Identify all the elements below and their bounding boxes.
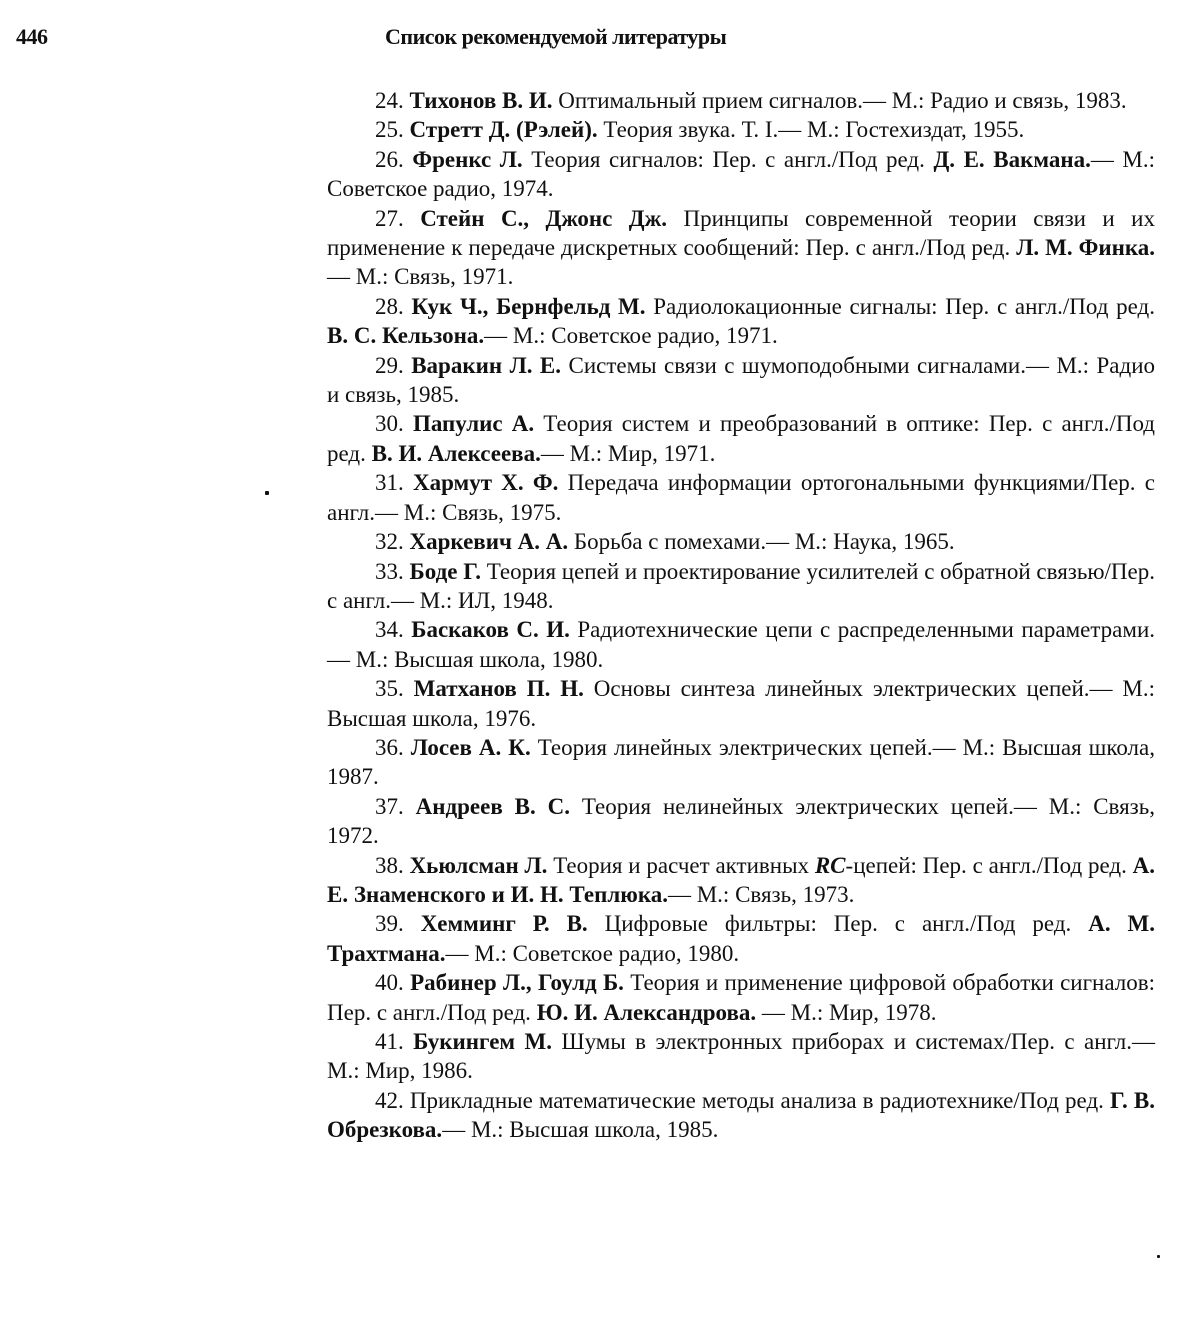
reference-number: 26.: [375, 146, 404, 172]
reference-author: Кук Ч., Бернфельд М.: [411, 293, 646, 319]
reference-item: [327, 204, 1155, 292]
reference-author: Лосев А. К.: [410, 734, 531, 760]
reference-title: Теория звука. Т. I.— М.: Гостехиздат, 1955.: [597, 117, 1025, 143]
reference-item: [327, 557, 1155, 616]
reference-title: Основы синтеза линейных электрических цепей.— М.: Высшая школа, 1976.: [327, 676, 1156, 731]
reference-number: 24.: [375, 88, 404, 113]
reference-title: Шумы в электронных приборах и системах/Пер. с англ.— М.: Мир, 1986.: [327, 1029, 1156, 1084]
reference-item: [327, 115, 1155, 144]
reference-title-cont: -цепей: Пер. с англ./Под ред.: [845, 852, 1133, 878]
reference-author: Стретт Д. (Рэлей).: [409, 117, 598, 143]
reference-author: Матханов П. Н.: [413, 676, 584, 702]
reference-publisher: — М.: Советское радио, 1980.: [445, 940, 740, 966]
reference-title: Оптимальный прием сигналов.— М.: Радио и связь, 1983.: [552, 88, 1127, 113]
reference-title: Борьба с помехами.— М.: Наука, 1965.: [568, 529, 955, 555]
reference-title: Теория линейных электрических цепей.— М.: Высшая школа, 1987.: [327, 734, 1155, 790]
reference-author: Букингем М.: [413, 1029, 552, 1054]
reference-author: Френкс Л.: [412, 146, 523, 172]
reference-title: Теория сигналов: Пер. с англ./Под ред.: [522, 146, 934, 172]
reference-item: [327, 1086, 1155, 1145]
reference-title: Теория и расчет активных: [547, 852, 815, 878]
scan-speck: [265, 491, 269, 495]
reference-item: [327, 733, 1155, 792]
page-number: 446: [16, 24, 48, 49]
reference-title: Теория и применение цифровой обработки сигналов: Пер. с англ./Под ред.: [327, 970, 1155, 1025]
reference-editor: В. И. Алексеева.: [371, 440, 541, 466]
reference-title: Принципы современной теории связи и их применение к передаче дискретных сообщений: Пер. с англ./Под ред.: [327, 205, 1155, 261]
reference-number: 33.: [375, 558, 404, 584]
reference-author: Андреев В. С.: [415, 793, 570, 819]
reference-publisher: — М.: Советское радио, 1971.: [484, 323, 778, 349]
reference-publisher: — М.: Мир, 1971.: [540, 440, 716, 466]
reference-publisher: — М.: Мир, 1978.: [756, 999, 937, 1025]
reference-number: 39.: [375, 911, 404, 937]
reference-number: 36.: [375, 734, 404, 760]
reference-item: [327, 792, 1155, 851]
reference-author: Стейн С., Джонс Дж.: [420, 205, 668, 231]
reference-author: Хармут Х. Ф.: [413, 470, 559, 496]
reference-number: 30.: [375, 411, 404, 437]
reference-title: Прикладные математические методы анализа в радиотехнике/Под ред.: [409, 1087, 1110, 1113]
reference-editor: Д. Е. Вакмана.: [933, 146, 1091, 172]
reference-editor: Ю. И. Александрова.: [536, 999, 757, 1025]
reference-italic: RC: [814, 852, 846, 878]
reference-number: 37.: [375, 793, 404, 819]
reference-author: Хьюлсман Л.: [409, 852, 548, 878]
reference-item: [327, 968, 1155, 1027]
reference-editor: Г. В. Обрезкова.: [327, 1087, 1155, 1143]
reference-number: 28.: [375, 293, 404, 319]
reference-editor: В. С. Кельзона.: [327, 323, 485, 349]
reference-number: 34.: [375, 617, 404, 643]
reference-title: Теория цепей и проектирование усилителей с обратной связью/Пер. с англ.— М.: ИЛ, 1948.: [327, 558, 1155, 613]
reference-number: 32.: [375, 529, 404, 555]
reference-number: 38.: [375, 852, 404, 878]
running-head: Список рекомендуемой литературы: [385, 24, 727, 49]
reference-title: Передача информации ортогональными функциями/Пер. с англ.— М.: Связь, 1975.: [327, 470, 1155, 525]
reference-title: Радиолокационные сигналы: Пер. с англ./Под ред.: [645, 293, 1156, 319]
reference-item: [327, 909, 1155, 968]
reference-item: [327, 351, 1155, 410]
reference-editor: А. М. Трахтмана.: [327, 911, 1155, 966]
reference-publisher: — М.: Связь, 1971.: [327, 264, 514, 290]
reference-title: Системы связи с шумоподобными сигналами.— М.: Радио и связь, 1985.: [327, 352, 1156, 408]
reference-item: [327, 468, 1155, 527]
reference-number: 35.: [375, 676, 404, 702]
reference-number: 29.: [375, 352, 404, 378]
reference-title: Радиотехнические цепи с распределенными параметрами.— М.: Высшая школа, 1980.: [327, 617, 1155, 672]
reference-publisher: — М.: Советское радио, 1974.: [327, 146, 1155, 202]
reference-publisher: — М.: Высшая школа, 1985.: [442, 1117, 719, 1143]
reference-author: Папулис А.: [412, 411, 535, 437]
reference-item: [327, 615, 1155, 674]
reference-author: Рабинер Л., Гоулд Б.: [410, 970, 624, 996]
reference-number: 27.: [375, 205, 404, 231]
reference-item: [327, 851, 1155, 910]
reference-item: [327, 409, 1155, 468]
reference-author: Варакин Л. Е.: [411, 352, 562, 378]
reference-editor: А. Е. Знаменского и И. Н. Теплюка.: [327, 852, 1155, 907]
reference-item: [327, 1027, 1155, 1086]
scan-speck: [1157, 1255, 1160, 1258]
reference-title: Теория нелинейных электрических цепей.— М.: Связь, 1972.: [327, 793, 1156, 849]
reference-item: [327, 86, 1155, 115]
reference-author: Баскаков С. И.: [411, 617, 570, 643]
reference-number: 41.: [375, 1029, 404, 1054]
reference-list: [327, 86, 1155, 1145]
reference-item: [327, 145, 1155, 204]
reference-editor: Л. М. Финка.: [1016, 235, 1155, 261]
reference-author: Харкевич А. А.: [409, 529, 569, 555]
reference-item: [327, 674, 1155, 733]
reference-item: [327, 527, 1155, 556]
reference-number: 25.: [375, 117, 404, 143]
reference-number: 40.: [375, 970, 404, 996]
reference-author: Тихонов В. И.: [409, 88, 553, 113]
reference-number: 42.: [375, 1087, 404, 1113]
reference-item: [327, 292, 1155, 351]
reference-author: Хемминг Р. В.: [420, 911, 588, 937]
reference-title: Теория систем и преобразований в оптике: Пер. с англ./Под ред.: [327, 411, 1156, 466]
reference-number: 31.: [375, 470, 404, 496]
reference-publisher: — М.: Связь, 1973.: [667, 881, 855, 907]
reference-author: Боде Г.: [409, 558, 481, 584]
reference-title: Цифровые фильтры: Пер. с англ./Под ред.: [587, 911, 1089, 937]
